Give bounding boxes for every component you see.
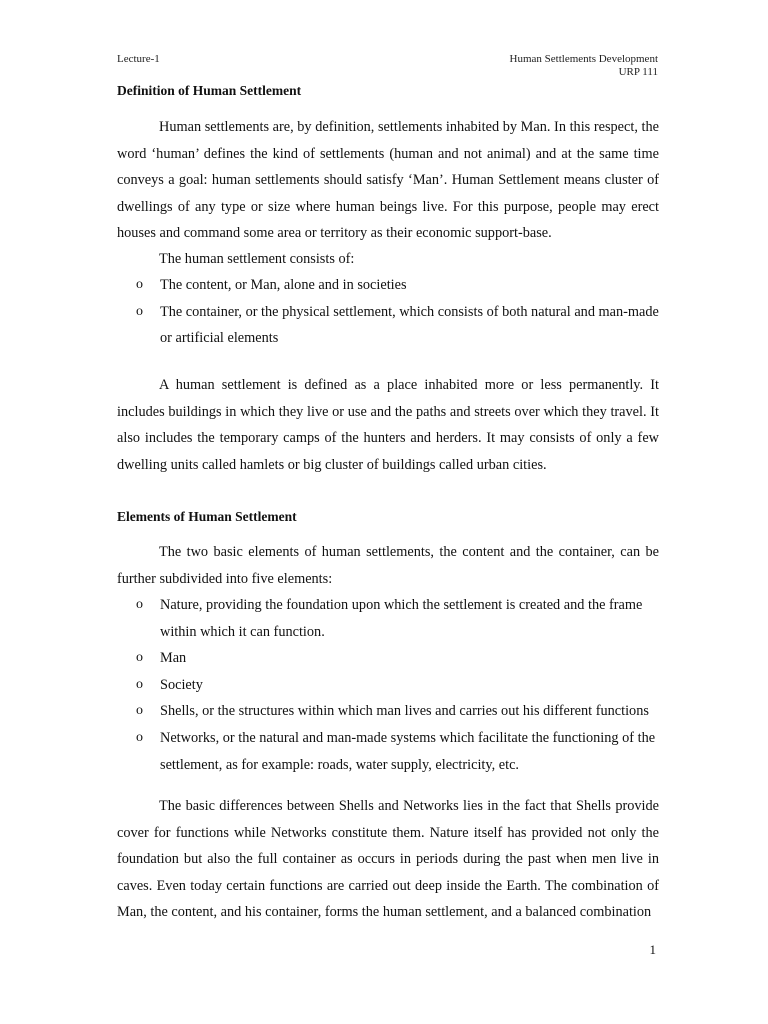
- definition-paragraph-2: A human settlement is defined as a place inhabited more or less permanently. It includes buildings in which they live or use and the paths and streets over which they travel. It also includes the temporary camps of the hunters and herders. It may consists of only a few dwelling units called hamlets or big cluster of buildings called urban cities.: [117, 377, 659, 473]
- list-item-text: Networks, or the natural and man-made systems which facilitate the functioning of the settlement, as for example: roads, water supply, electricity, etc.: [160, 729, 656, 773]
- header-course: [510, 53, 658, 79]
- definition-paragraph-1: Human settlements are, by definition, settlements inhabited by Man. In this respect, the word ‘human’ defines the kind of settlements (human and not animal) and at the same time conveys a goal: human settlements should satisfy ‘Man’. Human Settlement means cluster of dwellings of any type or size where human beings live. For this purpose, people may erect houses and command some area or territory as their economic support-base.: [117, 119, 659, 242]
- bullet-icon: o: [136, 729, 143, 745]
- list-item: [136, 592, 659, 645]
- elements-heading: Elements of Human Settlement: [117, 509, 297, 524]
- list-item: [136, 672, 659, 699]
- definition-heading: Definition of Human Settlement: [117, 83, 302, 98]
- consists-intro: The human settlement consists of:: [159, 251, 355, 267]
- bullet-icon: o: [136, 676, 143, 692]
- list-item-text: Society: [160, 676, 203, 693]
- elements-paragraph-2: The basic differences between Shells and Networks lies in the fact that Shells provide cover for functions while Networks constitute them. Nature itself has provided not only the foundation but also the full container as occurs in periods during the past when men live in caves. Even today certain functions are carried out deep inside the Earth. The combination of Man, the content, and his container, forms the human settlement, and a balanced combination: [117, 798, 659, 921]
- list-item: [136, 645, 659, 672]
- elements-list: [136, 592, 659, 778]
- elements-paragraph-1: The two basic elements of human settlements, the content and the container, can be further subdivided into five elements:: [117, 544, 659, 587]
- header-lecture: Lecture-1: [117, 53, 160, 65]
- list-item: [136, 725, 659, 778]
- list-item-text: The content, or Man, alone and in societies: [160, 277, 407, 293]
- page-number: 1: [649, 942, 656, 957]
- bullet-icon: o: [136, 597, 143, 612]
- bullet-icon: o: [136, 650, 143, 666]
- list-item: [136, 299, 659, 352]
- header-course-title: Human Settlements Development: [509, 53, 658, 65]
- list-item: [136, 698, 659, 725]
- list-item-text: Man: [160, 650, 187, 667]
- list-item-text: Nature, providing the foundation upon which the settlement is created and the frame within which it can function.: [160, 597, 643, 640]
- bullet-icon: o: [136, 303, 143, 319]
- bullet-icon: o: [136, 277, 143, 292]
- consists-list: [136, 272, 659, 352]
- list-item: [136, 272, 659, 299]
- list-item-text: The container, or the physical settlement, which consists of both natural and man-made or artificial elements: [160, 303, 659, 347]
- header-course-code: URP 111: [618, 66, 658, 78]
- list-item-text: Shells, or the structures within which man lives and carries out his different functions: [160, 703, 649, 720]
- bullet-icon: o: [136, 703, 143, 719]
